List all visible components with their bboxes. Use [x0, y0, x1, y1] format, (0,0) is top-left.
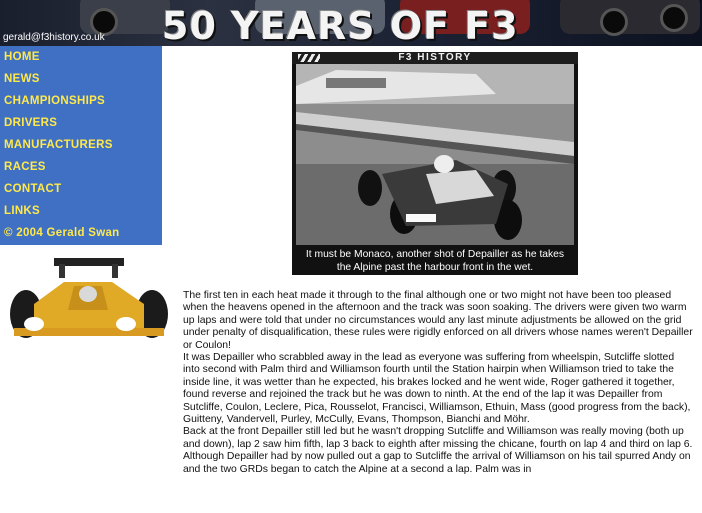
feature-header-title: F3 HISTORY: [398, 52, 472, 63]
depailler-alpine-image: [296, 64, 574, 245]
article-paragraph: The first ten in each heat made it through to the final although one or two might not have been too pleased when the heavens opened in the afternoon and the track was soon soaking. The drivers were given two warm up laps and were told that under no circumstances would any last minute adjustments be allowed on the grid under penalty of disqualification, these rules were rigidly enforced on all drivers whose names weren't Depailler or Coulon!: [183, 290, 693, 351]
article-paragraph: Back at the front Depailler still led but he wasn't dropping Sutcliffe and Williamson was really moving (both up and down), lap 2 saw him fifth, lap 3 back to eighth after missing the chicane, fourth on lap 4 and third on lap 6. Although Depailler had by now pulled out a gap to Sutcliffe the arrival of Williamson on his tail spurred Andy on and the two GRDs began to catch the Alpine at a second a lap. Palm was in: [183, 426, 693, 475]
copyright-text: © 2004 Gerald Swan: [4, 227, 120, 239]
banner-wheel: [600, 8, 628, 36]
yellow-f3-car-image: [4, 254, 170, 348]
sidebar-item-drivers[interactable]: DRIVERS: [4, 117, 58, 129]
f3-history-feature: [292, 52, 578, 275]
feature-caption: [292, 248, 578, 274]
article-paragraph: It was Depailler who scrabbled away in the lead as everyone was suffering from wheelspin, Sutcliffe slotted into second with Palm third and Williamson fourth until the Station hairpin when Williamson tried to take the inside line, it was wetter than he expected, his brakes locked and he went wide, Roger gathered it together, found reverse and rejoined the track but he was down to ninth. At the end of the lap it was Depailler from Sutcliffe, Coulon, Leclere, Pica, Rousselot, Francisci, Williamson, Ethuin, Mass (good progress from the back), Guitteny, Vandervell, Purley, McCully, Evans, Thompson, Bianchi and Möhr.: [183, 352, 691, 426]
sidebar-item-races[interactable]: RACES: [4, 161, 46, 173]
sidebar-nav: [0, 46, 162, 245]
sidebar-item-contact[interactable]: CONTACT: [4, 183, 62, 195]
sidebar-item-championships[interactable]: CHAMPIONSHIPS: [4, 95, 106, 107]
sidebar-item-links[interactable]: LINKS: [4, 205, 40, 217]
header-banner: [0, 0, 702, 46]
monaco-race-photo: [296, 64, 574, 245]
feature-header-bar: [292, 52, 578, 64]
car-photo: [4, 254, 170, 348]
sidebar-item-home[interactable]: HOME: [4, 51, 40, 63]
caption-line: the Alpine past the harbour front in the wet.: [336, 262, 534, 273]
caption-line: It must be Monaco, another shot of Depailler as he takes: [305, 249, 565, 260]
article-body: [183, 290, 693, 476]
banner-wheel: [660, 4, 688, 32]
site-title: 50 YEARS OF F3: [162, 4, 519, 46]
sidebar-item-manufacturers[interactable]: MANUFACTURERS: [4, 139, 113, 151]
email-link[interactable]: gerald@f3history.co.uk: [3, 32, 105, 43]
sidebar-item-news[interactable]: NEWS: [4, 73, 40, 85]
